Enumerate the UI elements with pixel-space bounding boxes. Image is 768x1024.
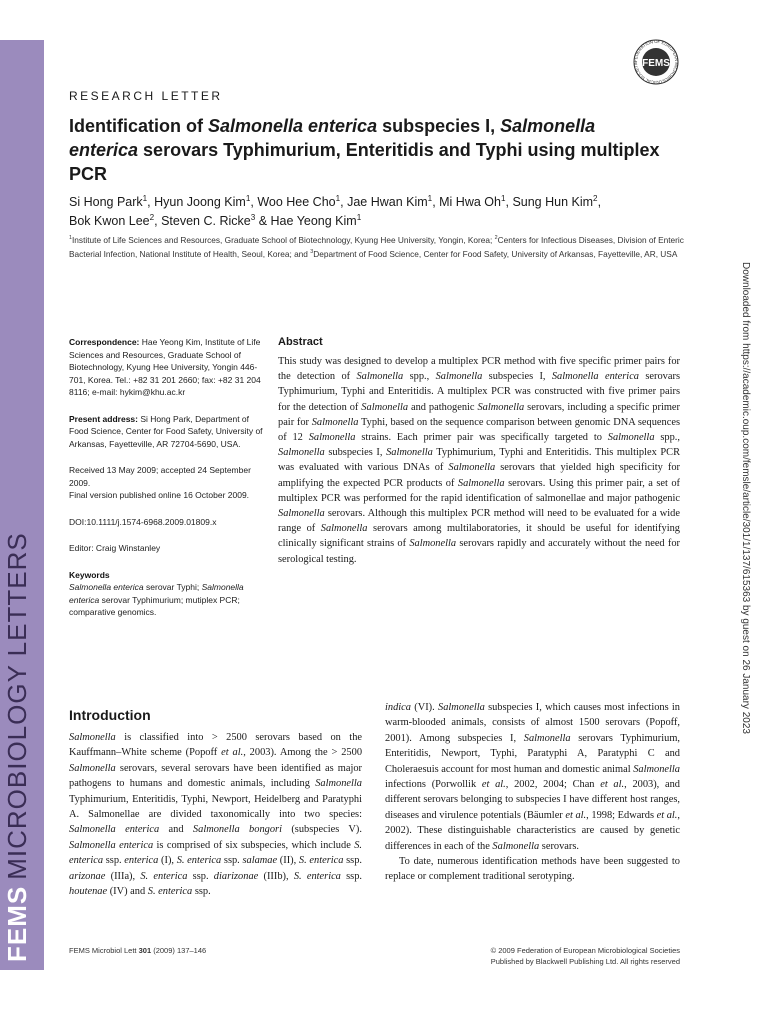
title-part: serovars Typhimurium, Enteritidis and Typhi using multiplex PCR bbox=[69, 140, 660, 184]
intro-column-1: Salmonella is classified into > 2500 serovars based on the Kauffmann–White scheme (Popoff et al., 2003). Among the > 2500 Salmonella serovars, several serovars have been identified as major pathogens to humans and domestic animals, including Salmonella Typhimurium, Enteritidis, Typhi, Newport, Heidelberg and Paratyphi A. Salmonellae are divided taxonomically into two species: Salmonella enterica and Salmonella bongori (subspecies V). Salmonella enterica is comprised of six subspecies, which include S. enterica ssp. enterica (I), S. enterica ssp. salamae (II), S. enterica ssp. arizonae (IIIa), S. enterica ssp. diarizonae (IIIb), S. enterica ssp. houtenae (IV) and S. enterica ssp. bbox=[69, 732, 363, 898]
author: Steven C. Ricke$^3$ bbox=[161, 213, 256, 229]
author: Woo Hee Cho$^1$ bbox=[257, 194, 341, 210]
author: Sung Hun Kim$^2$ bbox=[512, 194, 598, 210]
title-part-italic: Salmonella enterica bbox=[208, 116, 378, 136]
title-part: Identification of bbox=[69, 116, 208, 136]
intro-column-2: indica (VI). Salmonella subspecies I, which causes most infections in warm-blooded animals, consists of almost 1500 serovars (Popoff, 2001). Among subspecies I, Salmonella serovars Typhimurium, Enteritidis, Newport, Typhi, Paratyphi A, Paratyphi C and Choleraesuis account for most human and domestic animal Salmonella infections (Porwollik et al., 2002, 2004; Chan et al., 2003), and different serovars belonging to subspecies I have different host ranges, diseases and virulence potentials (Bäumler et al., 1998; Edwards et al., 2002). These distinguishable characteristics are caused by genetic differences in each of the Salmonella serovars. To date, numerous identification methods have been suggested to replace or complement traditional serotyping. bbox=[385, 702, 681, 883]
author: Si Hong Park$^1$ bbox=[69, 194, 148, 210]
article-metadata bbox=[69, 336, 269, 633]
article-title bbox=[69, 114, 669, 186]
author: Jae Hwan Kim$^1$ bbox=[347, 194, 433, 210]
keywords: Keywords Salmonella enterica serovar Typhi; Salmonella enterica serovar Typhimurium; mutiplex PCR; comparative genomics. bbox=[69, 569, 244, 617]
footer-citation: FEMS Microbiol Lett 301 (2009) 137–146 bbox=[69, 946, 207, 955]
article-type: RESEARCH LETTER bbox=[69, 89, 223, 103]
author: Bok Kwon Lee$^2$ bbox=[69, 213, 155, 229]
dates: Received 13 May 2009; accepted 24 September 2009. Final version published online 16 October 2009. bbox=[69, 465, 251, 500]
doi: DOI:10.1111/j.1574-6968.2009.01809.x bbox=[69, 516, 217, 527]
author: Hae Yeong Kim$^1$ bbox=[270, 213, 362, 229]
logo-ring-text: FEDERATION OF EUROPEAN MICROBIOLOGICAL SOCIETIE bbox=[632, 38, 680, 86]
present-address: Present address: Si Hong Park, Department of Food Science, Center for Food Safety, University of Arkansas, Fayetteville, AR 72704-5690, USA. bbox=[69, 413, 263, 449]
intro-paragraph-2: To date, numerous identification methods have been suggested to replace or complement traditional serotyping. bbox=[385, 856, 680, 883]
fems-logo bbox=[632, 38, 680, 86]
correspondence: Correspondence: Hae Yeong Kim, Institute of Life Sciences and Resources, Graduate School of Biotechnology, Kyung Hee University, Yongin 446-701, Korea. Tel.: +82 31 201 2660; fax: +82 31 204 8116; e-mail: hykim@khu.ac.kr bbox=[69, 337, 261, 397]
logo-text: FEMS bbox=[642, 58, 670, 69]
sidebar-brand: FEMS bbox=[2, 885, 32, 962]
introduction-heading: Introduction bbox=[69, 707, 151, 723]
download-note: Downloaded from https://academic.oup.com/femsle/article/301/1/137/615363 by guest on 26 January 2023 bbox=[740, 262, 751, 734]
sidebar-journal-title: MICROBIOLOGY LETTERS bbox=[2, 532, 32, 880]
editor: Editor: Craig Winstanley bbox=[69, 543, 161, 553]
author-list: Si Hong Park$^1$, Hyun Joong Kim$^1$, Woo Hee Cho$^1$, Jae Hwan Kim$^1$, Mi Hwa Oh$^1$, Sung Hun Kim$^2$, Bok Kwon Lee$^2$, Steven C. Ricke$^3$ & Hae Yeong Kim$^1$ bbox=[69, 194, 602, 229]
abstract-heading: Abstract bbox=[278, 336, 323, 348]
author: Hyun Joong Kim$^1$ bbox=[154, 194, 251, 210]
footer-copyright: © 2009 Federation of European Microbiological Societies Published by Blackwell Publishing Ltd. All rights reserved bbox=[490, 946, 680, 966]
download-watermark bbox=[740, 262, 756, 762]
affiliations: $^1$Institute of Life Sciences and Resources, Graduate School of Biotechnology, Kyung Hee University, Yongin, Korea; $^2$Centers for Infectious Diseases, Division of Enteric Bacterial Infection, National Institute of Health, Seoul, Korea; and $^3$Department of Food Science, Center for Food Safety, University of Arkansas, Fayetteville, AR, USA bbox=[69, 234, 684, 260]
journal-sidebar bbox=[0, 40, 44, 970]
abstract-text: This study was designed to develop a multiplex PCR method with five specific primer pairs for the detection of Salmonella spp., Salmonella subspecies I, Salmonella enterica serovars Typhimurium, Typhi and Enteritidis. A multiplex PCR was constructed with five primer pairs for the detection of Salmonella and pathogenic Salmonella serovars, including a specific primer pair for Salmonella Typhi, based on the sequence comparison between genomic DNA sequences of 12 Salmonella strains. Each primer pair was specifically targeted to Salmonella spp., Salmonella subspecies I, Salmonella Typhimurium, Typhi and Enteritidis. This multiplex PCR was evaluated with various DNAs of Salmonella serovars that yielded high specificity for amplifying the expected PCR products of Salmonella serovars. Using this primer pair, a set of multiplex PCR was performed for the rapid identification of salmonellae and major pathogenic Salmonella serovars. Although this multiplex PCR method will need to be evaluated for a wide range of Salmonella serovars among multilaboratories, it should be useful for identifying clinically significant strains of Salmonella serovars rapidly and accurately without the need for serological testing. bbox=[278, 356, 681, 565]
sidebar-journal-name bbox=[2, 532, 33, 962]
title-part: subspecies I, bbox=[377, 116, 501, 136]
title-part-italic: Salmonella enterica bbox=[69, 116, 596, 160]
author: Mi Hwa Oh$^1$ bbox=[439, 194, 506, 210]
